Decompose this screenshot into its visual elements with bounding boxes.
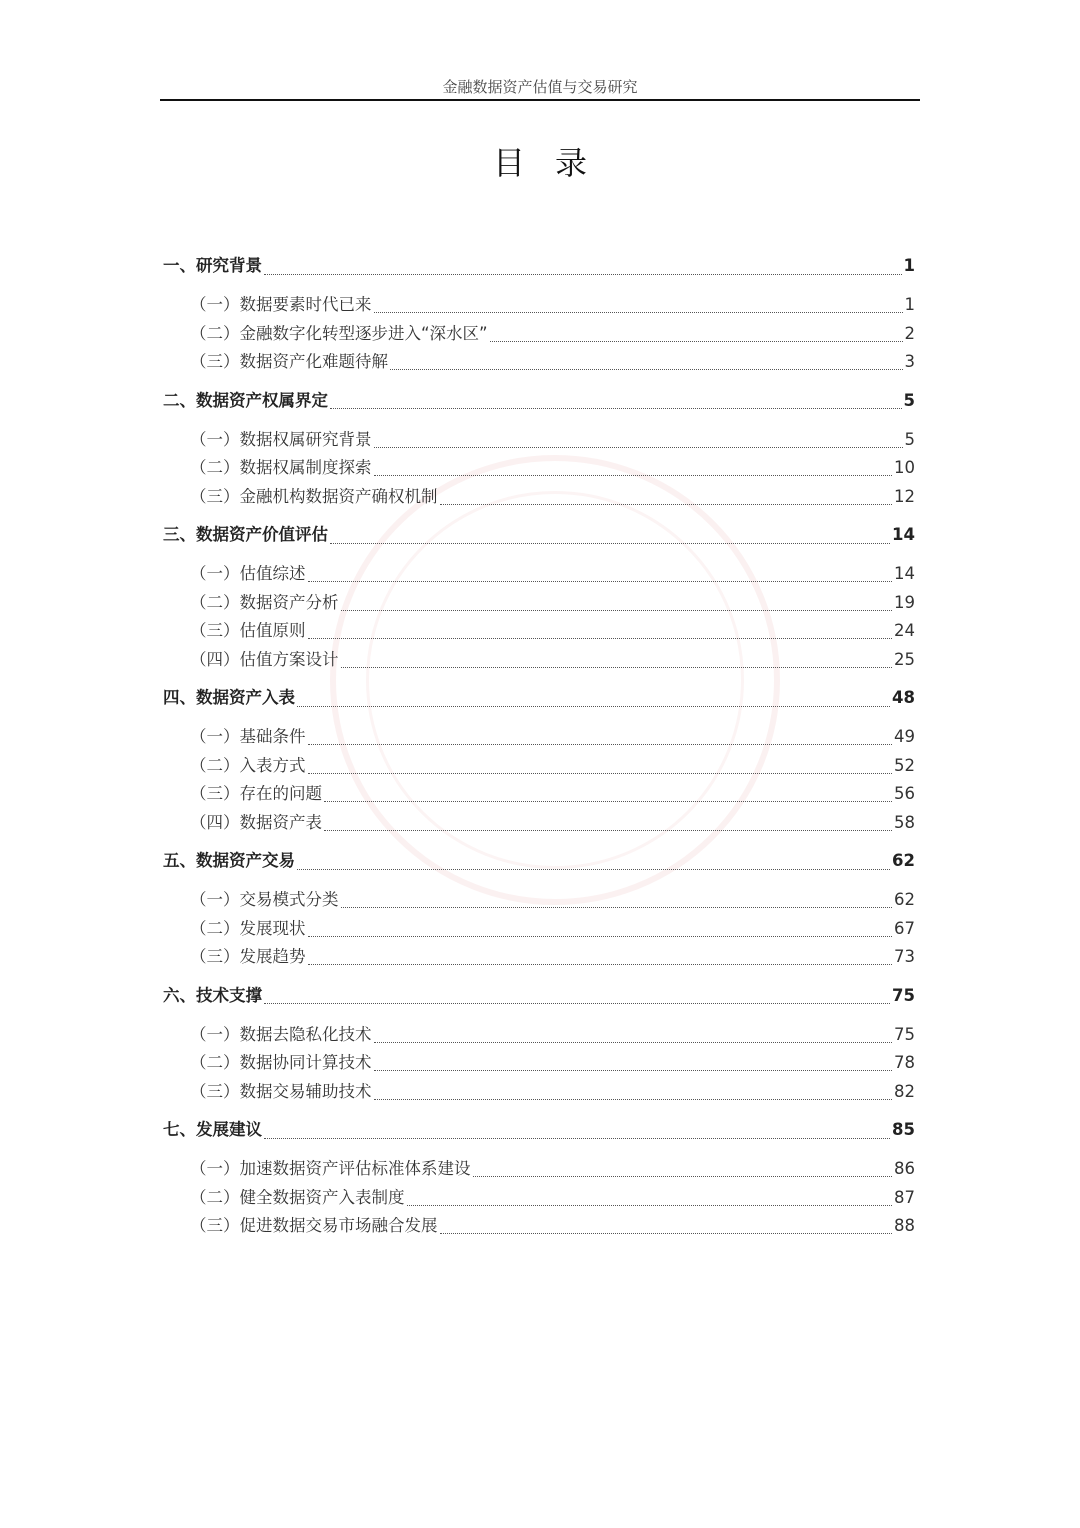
leader-dots <box>324 800 892 802</box>
toc-page-number: 62 <box>892 851 915 870</box>
toc-page-number: 58 <box>894 812 915 832</box>
toc-section-entry[interactable] <box>163 1212 915 1241</box>
toc-page-number: 48 <box>892 688 915 707</box>
running-header: 金融数据资产估值与交易研究 <box>442 78 638 96</box>
toc-section-entry[interactable] <box>163 886 915 915</box>
toc-page-number: 12 <box>894 486 915 506</box>
toc-page-number: 1 <box>904 295 915 314</box>
toc-page-number: 25 <box>894 649 915 669</box>
toc-entry-label: （三）金融机构数据资产确权机制 <box>190 486 438 506</box>
leader-dots <box>341 666 893 668</box>
toc-entry-label: （四）估值方案设计 <box>190 649 339 669</box>
leader-dots <box>297 868 890 870</box>
toc-section-entry[interactable] <box>163 752 915 781</box>
toc-section-entry[interactable] <box>163 1049 915 1078</box>
toc-entry-label: 二、数据资产权属界定 <box>163 390 328 410</box>
toc-page-number: 82 <box>894 1081 915 1101</box>
toc-chapter-entry[interactable] <box>163 521 915 550</box>
leader-dots <box>407 1204 893 1206</box>
toc-entry-label: 三、数据资产价值评估 <box>163 525 328 544</box>
leader-dots <box>341 609 893 611</box>
leader-dots <box>308 580 893 582</box>
toc-section-entry[interactable] <box>163 646 915 675</box>
toc-page-number: 75 <box>892 985 915 1005</box>
leader-dots <box>490 340 903 342</box>
toc-entry-label: （一）数据要素时代已来 <box>190 295 372 314</box>
toc-section-entry[interactable] <box>163 454 915 483</box>
toc-page-number: 14 <box>894 564 915 583</box>
toc-page-number: 85 <box>892 1120 915 1139</box>
leader-dots <box>324 829 892 831</box>
toc-page-number: 5 <box>904 429 915 449</box>
header-divider <box>160 99 920 101</box>
toc-section-entry[interactable] <box>163 320 915 349</box>
toc-page-number: 62 <box>894 890 915 909</box>
toc-page-number: 14 <box>892 525 915 544</box>
leader-dots <box>390 368 903 370</box>
toc-chapter-entry[interactable] <box>163 252 915 281</box>
toc-entry-label: （三）促进数据交易市场融合发展 <box>190 1216 438 1235</box>
toc-section-entry[interactable] <box>163 1184 915 1213</box>
toc-page-number: 78 <box>894 1053 915 1072</box>
toc-page-number: 73 <box>894 947 915 966</box>
toc-section-entry[interactable] <box>163 560 915 589</box>
toc-entry-label: （一）估值综述 <box>190 564 306 583</box>
toc-chapter-entry[interactable] <box>163 982 915 1011</box>
toc-section-entry[interactable] <box>163 426 915 455</box>
toc-entry-label: 一、研究背景 <box>163 256 262 275</box>
leader-dots <box>341 906 893 908</box>
toc-page-number: 86 <box>894 1159 915 1178</box>
toc-section-entry[interactable] <box>163 1078 915 1107</box>
toc-entry-label: （一）数据权属研究背景 <box>190 429 372 449</box>
toc-page-number: 75 <box>894 1024 915 1044</box>
toc-chapter-entry[interactable] <box>163 684 915 713</box>
toc-page-number: 67 <box>894 918 915 938</box>
toc-page-number: 10 <box>894 458 915 477</box>
toc-entry-label: （三）数据交易辅助技术 <box>190 1081 372 1101</box>
toc-chapter-entry[interactable] <box>163 847 915 876</box>
toc-page-number: 2 <box>904 323 915 343</box>
toc-entry-label: 六、技术支撑 <box>163 985 262 1005</box>
toc-entry-label: （三）估值原则 <box>190 621 306 640</box>
toc-entry-label: （三）数据资产化难题待解 <box>190 352 388 371</box>
toc-section-entry[interactable] <box>163 723 915 752</box>
toc-page-number: 56 <box>894 784 915 803</box>
toc-section-entry[interactable] <box>163 915 915 944</box>
toc-entry-label: （二）数据权属制度探索 <box>190 458 372 477</box>
toc-entry-label: （二）发展现状 <box>190 918 306 938</box>
toc-page-number: 1 <box>903 256 915 275</box>
table-of-contents <box>163 252 915 1241</box>
leader-dots <box>264 1002 890 1004</box>
toc-chapter-entry[interactable] <box>163 1116 915 1145</box>
toc-section-entry[interactable] <box>163 1155 915 1184</box>
toc-entry-label: 七、发展建议 <box>163 1120 262 1139</box>
leader-dots <box>374 1041 893 1043</box>
toc-entry-label: （二）入表方式 <box>190 755 306 775</box>
leader-dots <box>264 273 902 275</box>
toc-entry-label: （一）交易模式分类 <box>190 890 339 909</box>
toc-section-entry[interactable] <box>163 780 915 809</box>
toc-section-entry[interactable] <box>163 483 915 512</box>
leader-dots <box>308 935 893 937</box>
toc-page-number: 24 <box>894 621 915 640</box>
toc-section-entry[interactable] <box>163 348 915 377</box>
leader-dots <box>473 1175 893 1177</box>
toc-section-entry[interactable] <box>163 943 915 972</box>
toc-entry-label: （三）存在的问题 <box>190 784 322 803</box>
toc-page-number: 52 <box>894 755 915 775</box>
toc-section-entry[interactable] <box>163 617 915 646</box>
leader-dots <box>330 407 902 409</box>
toc-section-entry[interactable] <box>163 1021 915 1050</box>
toc-chapter-entry[interactable] <box>163 387 915 416</box>
toc-entry-label: （二）数据资产分析 <box>190 592 339 612</box>
toc-entry-label: （一）基础条件 <box>190 727 306 746</box>
toc-entry-label: 五、数据资产交易 <box>163 851 295 870</box>
leader-dots <box>440 1232 893 1234</box>
toc-page-number: 3 <box>904 352 915 371</box>
page-title: 目录 <box>492 144 617 182</box>
toc-entry-label: （四）数据资产表 <box>190 812 322 832</box>
toc-entry-label: （一）数据去隐私化技术 <box>190 1024 372 1044</box>
toc-section-entry[interactable] <box>163 589 915 618</box>
leader-dots <box>308 963 893 965</box>
toc-entry-label: （二）健全数据资产入表制度 <box>190 1187 405 1207</box>
leader-dots <box>308 743 893 745</box>
toc-page-number: 87 <box>894 1187 915 1207</box>
toc-entry-label: （一）加速数据资产评估标准体系建设 <box>190 1159 471 1178</box>
leader-dots <box>374 474 893 476</box>
toc-page-number: 5 <box>903 390 915 410</box>
toc-entry-label: （二）数据协同计算技术 <box>190 1053 372 1072</box>
leader-dots <box>374 1069 893 1071</box>
leader-dots <box>264 1137 890 1139</box>
toc-section-entry[interactable] <box>163 291 915 320</box>
toc-entry-label: （三）发展趋势 <box>190 947 306 966</box>
leader-dots <box>440 503 893 505</box>
toc-entry-label: （二）金融数字化转型逐步进入“深水区” <box>190 323 488 343</box>
toc-section-entry[interactable] <box>163 809 915 838</box>
toc-page-number: 49 <box>894 727 915 746</box>
leader-dots <box>308 772 893 774</box>
leader-dots <box>374 311 903 313</box>
toc-page-number: 19 <box>894 592 915 612</box>
leader-dots <box>374 446 903 448</box>
toc-entry-label: 四、数据资产入表 <box>163 688 295 707</box>
leader-dots <box>330 542 890 544</box>
leader-dots <box>308 637 893 639</box>
leader-dots <box>297 705 890 707</box>
toc-page-number: 88 <box>894 1216 915 1235</box>
leader-dots <box>374 1098 893 1100</box>
